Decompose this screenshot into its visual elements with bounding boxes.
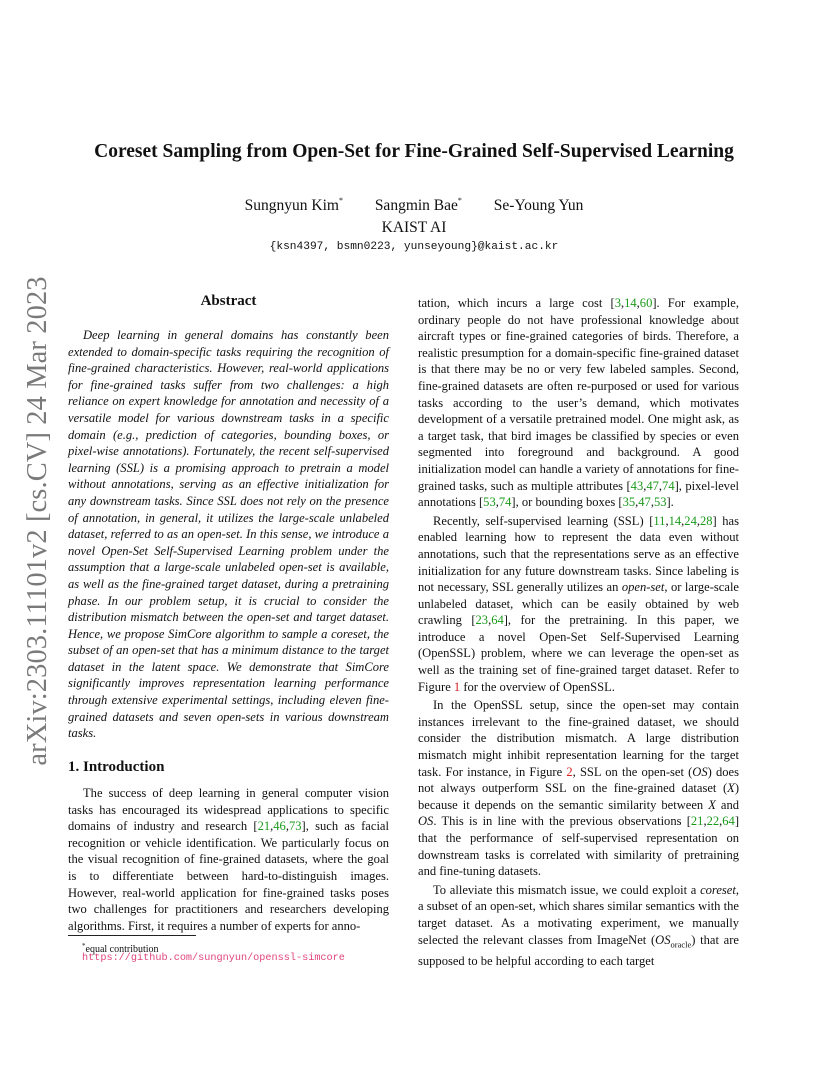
citation-link[interactable]: 24 [684,513,697,528]
affiliation: KAIST AI [381,219,447,236]
author-list [0,196,828,215]
citation-link[interactable]: 53 [483,495,496,510]
citation-link[interactable]: 14 [668,513,682,528]
equal-contribution-mark: * [338,196,343,205]
author: Sungnyun Kim* [244,196,343,214]
paragraph: To alleviate this mismatch issue, we could exploit a coreset, a subset of an open-set, which shares similar semantics with the target dataset. As a motivating experiment, we manually selected the relevant classes from ImageNet $(OS_{oracle})$ that are supposed to be helpful according to each target [418,882,739,968]
figure-link[interactable]: 2 [566,764,573,779]
citation-link[interactable]: 21 [257,819,271,834]
citation-link[interactable]: 74 [498,495,512,510]
equal-contribution-mark: * [457,196,462,205]
footnote-rule [68,935,196,936]
paragraph: Recently, self-supervised learning (SSL) [11,14,24,28] has enabled learning how to represent the data even without annotations, such that the representations serve as an effective initialization for any future downstream tasks. Since labeling is not necessary, SSL generally utilizes an open-set, or large-scale unlabeled dataset, which can be easily obtained by web crawling [23,64], for the pretraining. In this paper, we introduce a novel Open-Set Self-Supervised Learning (OpenSSL) problem, where we can leverage the open-set as well as the training set of fine-grained target dataset. Refer to Figure 1 for the overview of OpenSSL. [418,513,740,694]
introduction-column-right [418,295,739,971]
citation-link[interactable]: 73 [288,819,302,834]
paragraph: In the OpenSSL setup, since the open-set may contain instances irrelevant to the fine-grained dataset, we should consider the distribution mismatch. A large distribution mismatch might inhibit representation learning for the target task. For instance, in Figure 2, SSL on the open-set (OS) does not always outperform SSL on the fine-grained dataset (X) because it depends on the semantic similarity between X and OS. This is in line with the previous observations [21,22,64] that the performance of self-supervised representation on downstream tasks is correlated with similarity of pretraining and fine-tuning datasets. [418,698,739,879]
citation-link[interactable]: 74 [662,478,675,493]
footnote-equal-contribution: *equal contribution [82,942,159,955]
abstract-text: Deep learning in general domains has constantly been extended to domain-specific tasks requiring the recognition of fine-grained characteristics. However, real-world applications for fine-grained tasks suffer from two challenges: a high reliance on expert knowledge for annotation and necessity of a versatile model for various downstream tasks in a specific domain (e.g., prediction of categories, bounding boxes, or pixel-wise annotations). Fortunately, the recent self-supervised learning (SSL) is a promising approach to pretrain a model without annotations, serving as an effective initialization for any downstream tasks. Since SSL does not rely on the presence of annotation, in general, it utilizes the large-scale unlabeled dataset, referred to as an open-set. In this sense, we introduce a novel Open-Set Self-Supervised Learning problem under the assumption that a large-scale unlabeled open-set is available, as well as the fine-grained target dataset, during a pretraining phase. In our problem setup, it is crucial to consider the distribution mismatch between the open-set and target dataset. Hence, we propose SimCore algorithm to sample a coreset, the subset of an open-set that has a minimum distance to the target dataset in the latent space. We demonstrate that SimCore significantly improves representation learning performance through extensive experimental settings, including eleven fine-grained datasets and seven open-sets in various downstream tasks. [68,328,389,741]
citation-link[interactable]: 11 [653,513,666,528]
author: Se-Young Yun [493,197,584,214]
figure-link[interactable]: 1 [453,679,461,694]
author: Sangmin Bae* [374,196,462,214]
paragraph: tation, which incurs a large cost [3,14,60]. For example, ordinary people do not have professional knowledge about aircraft types or fine-grained categories of birds. Therefore, a realistic presumption for a domain-specific fine-grained dataset is that there may be no or very few labeled samples. Second, fine-grained datasets are often re-purposed or used for various tasks according to the user’s demand, which motivates development of a versatile pretrained model. One might ask, as a target task, that bird images be classified by species or even segmented into foreground and background. A good initialization model can handle a variety of annotations for fine-grained tasks, such as multiple attributes [43,47,74], pixel-level annotations [53,74], or bounding boxes [35,47,53]. [418,296,740,510]
citation-link[interactable]: 21 [690,814,704,829]
section-heading-introduction: 1. Introduction [68,759,165,775]
abstract-heading: Abstract [200,293,257,309]
introduction-column-left [68,785,389,934]
citation-link[interactable]: 47 [638,495,651,510]
citation-link[interactable]: 53 [653,495,667,510]
arxiv-identifier: arXiv:2303.11101v2 [cs.CV] 24 Mar 2023 [22,275,53,766]
citation-link[interactable]: 23 [475,613,489,628]
paragraph: The success of deep learning in general computer vision tasks has encouraged its widespread applications to specific domains of industry and research [21,46,73], such as facial recognition or vehicle identification. We particularly focus on the visual recognition of fine-grained datasets, where the goal is to differentiate between hard-to-distinguish images. However, real-world application for fine-grained tasks poses two challenges for practitioners and researchers developing algorithms. First, it requires a number of experts for anno- [68,786,389,933]
code-repository-link[interactable]: https://github.com/sungnyun/openssl-simcore [82,953,345,964]
citation-link[interactable]: 35 [622,495,636,510]
author-emails: {ksn4397, bsmn0223, yunseyoung}@kaist.ac.kr [269,241,559,253]
paper-title: Coreset Sampling from Open-Set for Fine-Grained Self-Supervised Learning [94,141,734,162]
citation-link[interactable]: 47 [646,478,659,493]
citation-link[interactable]: 64 [722,814,735,829]
citation-link[interactable]: 43 [630,478,644,493]
citation-link[interactable]: 22 [706,814,720,829]
citation-link[interactable]: 64 [491,613,504,628]
citation-link[interactable]: 3 [614,296,621,310]
arxiv-side-stamp [22,275,53,766]
citation-link[interactable]: 28 [699,513,713,528]
citation-link[interactable]: 60 [639,296,653,310]
citation-link[interactable]: 14 [624,296,637,310]
citation-link[interactable]: 46 [273,819,286,834]
